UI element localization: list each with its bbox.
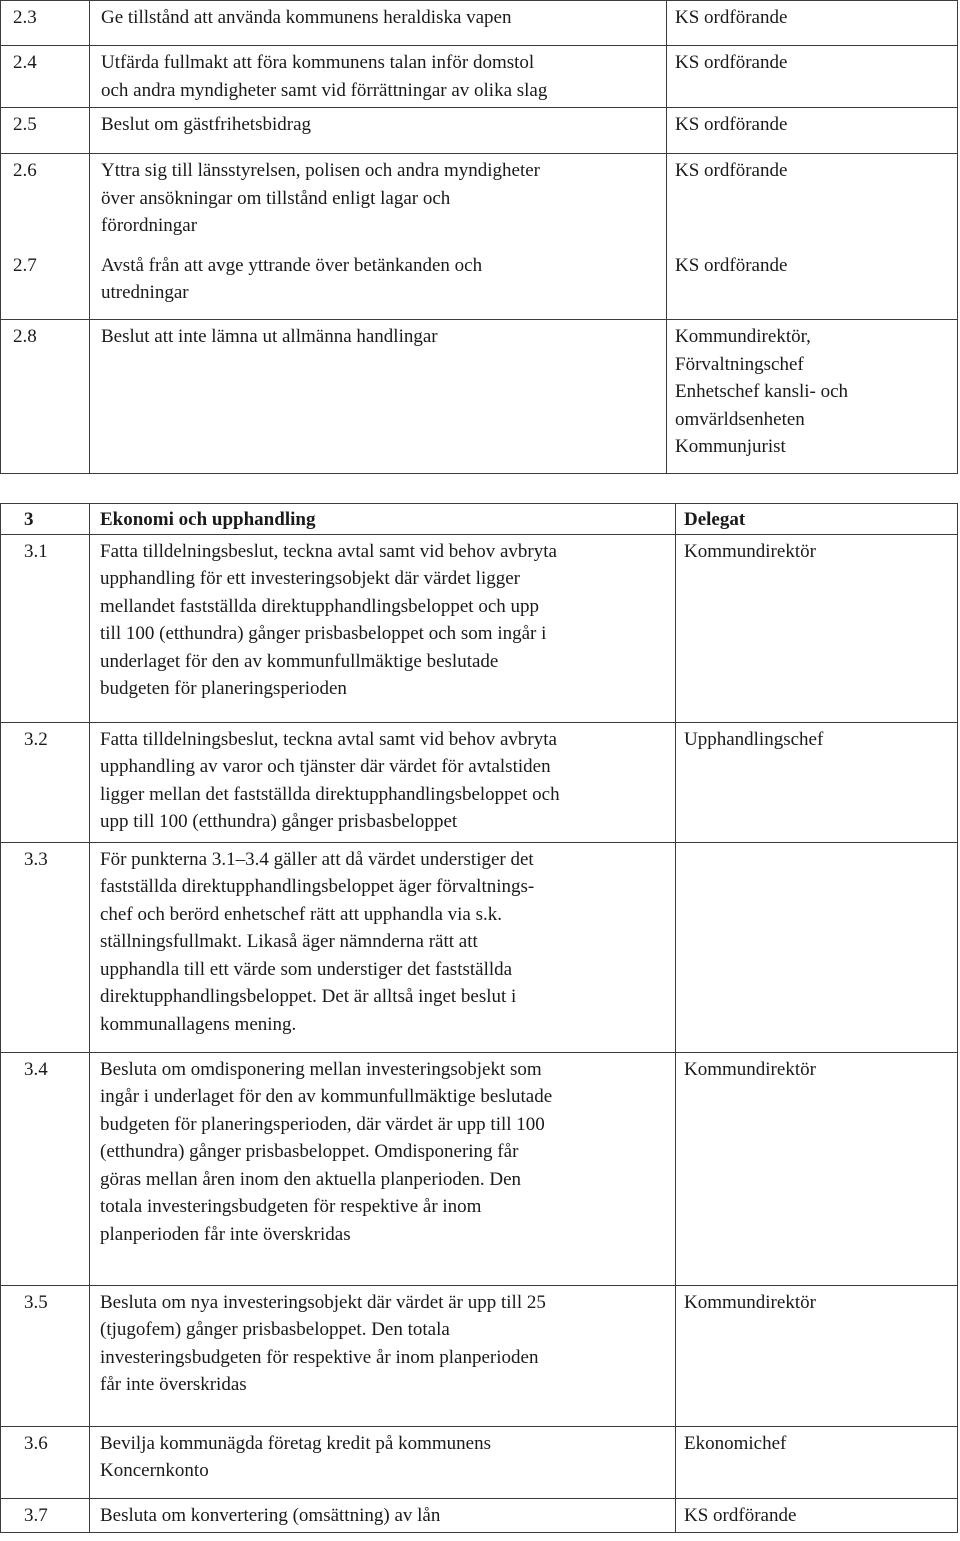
table-row — [1, 154, 958, 249]
row-delegate: KS ordförande — [667, 46, 958, 108]
row-delegate: Kommundirektör — [676, 534, 958, 722]
delegation-table-section-2 — [0, 0, 958, 474]
row-description: Fatta tilldelningsbeslut, teckna avtal samt vid behov avbryta upphandling för ett investeringsobjekt där värdet ligger mellandet fastställda direktupphandlingsbeloppet och upp till 100 (etthundra) gånger prisbasbeloppet och som ingår i underlaget för den av kommunfullmäktige beslutade budgeten för planeringsperioden — [90, 534, 676, 722]
row-description: Bevilja kommunägda företag kredit på kommunens Koncernkonto — [90, 1426, 676, 1498]
row-number: 2.7 — [1, 249, 90, 320]
row-delegate: Ekonomichef — [676, 1426, 958, 1498]
row-description: Utfärda fullmakt att föra kommunens talan inför domstol och andra myndigheter samt vid förrättningar av olika slag — [90, 46, 667, 108]
row-number: 3.2 — [1, 722, 90, 842]
row-number: 3.6 — [1, 1426, 90, 1498]
table-row — [1, 320, 958, 474]
row-description: Besluta om konvertering (omsättning) av lån — [90, 1498, 676, 1532]
row-description: Besluta om nya investeringsobjekt där värdet är upp till 25 (tjugofem) gånger prisbasbeloppet. Den totala investeringsbudgeten för respektive år inom planperioden får inte överskridas — [90, 1285, 676, 1426]
table-row — [1, 1285, 958, 1426]
row-description: Beslut om gästfrihetsbidrag — [90, 108, 667, 154]
row-description: Besluta om omdisponering mellan investeringsobjekt som ingår i underlaget för den av kommunfullmäktige beslutade budgeten för planeringsperioden, där värdet är upp till 100 (etthundra) gånger prisbasbeloppet. Omdisponering får göras mellan åren inom den aktuella planperioden. Den totala investeringsbudgeten för respektive år inom planperioden får inte överskridas — [90, 1052, 676, 1285]
row-number: 2.5 — [1, 108, 90, 154]
table-row — [1, 1498, 958, 1532]
row-description: Yttra sig till länsstyrelsen, polisen och andra myndigheter över ansökningar om tillstånd enligt lagar och förordningar — [90, 154, 667, 249]
row-number: 3.3 — [1, 842, 90, 1052]
table-row — [1, 842, 958, 1052]
row-description: För punkterna 3.1–3.4 gäller att då värdet understiger det fastställda direktupphandlingsbeloppet äger förvaltnings- chef och berörd enhetschef rätt att upphandla via s.k. ställningsfullmakt. Likaså äger nämnderna rätt att upphandla till ett värde som understiger det fastställda direktupphandlingsbeloppet. Det är alltså inget beslut i kommunallagens mening. — [90, 842, 676, 1052]
row-number: 2.3 — [1, 1, 90, 46]
row-description: Ge tillstånd att använda kommunens heraldiska vapen — [90, 1, 667, 46]
row-number: 3.1 — [1, 534, 90, 722]
row-number: 3.5 — [1, 1285, 90, 1426]
delegate-column-header: Delegat — [676, 504, 958, 535]
row-delegate: KS ordförande — [667, 249, 958, 320]
table-row — [1, 722, 958, 842]
row-description: Avstå från att avge yttrande över betänkanden och utredningar — [90, 249, 667, 320]
section-title: Ekonomi och upphandling — [90, 504, 676, 535]
row-description: Fatta tilldelningsbeslut, teckna avtal samt vid behov avbryta upphandling av varor och tjänster där värdet för avtalstiden ligger mellan det fastställda direktupphandlingsbeloppet och upp till 100 (etthundra) gånger prisbasbeloppet — [90, 722, 676, 842]
delegation-table-section-3 — [0, 503, 958, 1533]
section-number: 3 — [1, 504, 90, 535]
table-row — [1, 46, 958, 108]
table-row — [1, 1, 958, 46]
table-row — [1, 249, 958, 320]
row-delegate: Kommundirektör, Förvaltningschef Enhetschef kansli- och omvärldsenheten Kommunjurist — [667, 320, 958, 474]
row-description: Beslut att inte lämna ut allmänna handlingar — [90, 320, 667, 474]
row-delegate: Upphandlingschef — [676, 722, 958, 842]
row-delegate: KS ordförande — [667, 108, 958, 154]
row-delegate: Kommundirektör — [676, 1052, 958, 1285]
row-delegate: Kommundirektör — [676, 1285, 958, 1426]
row-delegate: KS ordförande — [667, 154, 958, 249]
table-row — [1, 1426, 958, 1498]
row-delegate: KS ordförande — [676, 1498, 958, 1532]
table-row — [1, 1052, 958, 1285]
row-number: 3.4 — [1, 1052, 90, 1285]
row-number: 2.4 — [1, 46, 90, 108]
row-delegate — [676, 842, 958, 1052]
row-number: 2.8 — [1, 320, 90, 474]
table-row — [1, 534, 958, 722]
row-number: 3.7 — [1, 1498, 90, 1532]
row-number: 2.6 — [1, 154, 90, 249]
table-row — [1, 108, 958, 154]
section-header-row — [1, 504, 958, 535]
row-delegate: KS ordförande — [667, 1, 958, 46]
